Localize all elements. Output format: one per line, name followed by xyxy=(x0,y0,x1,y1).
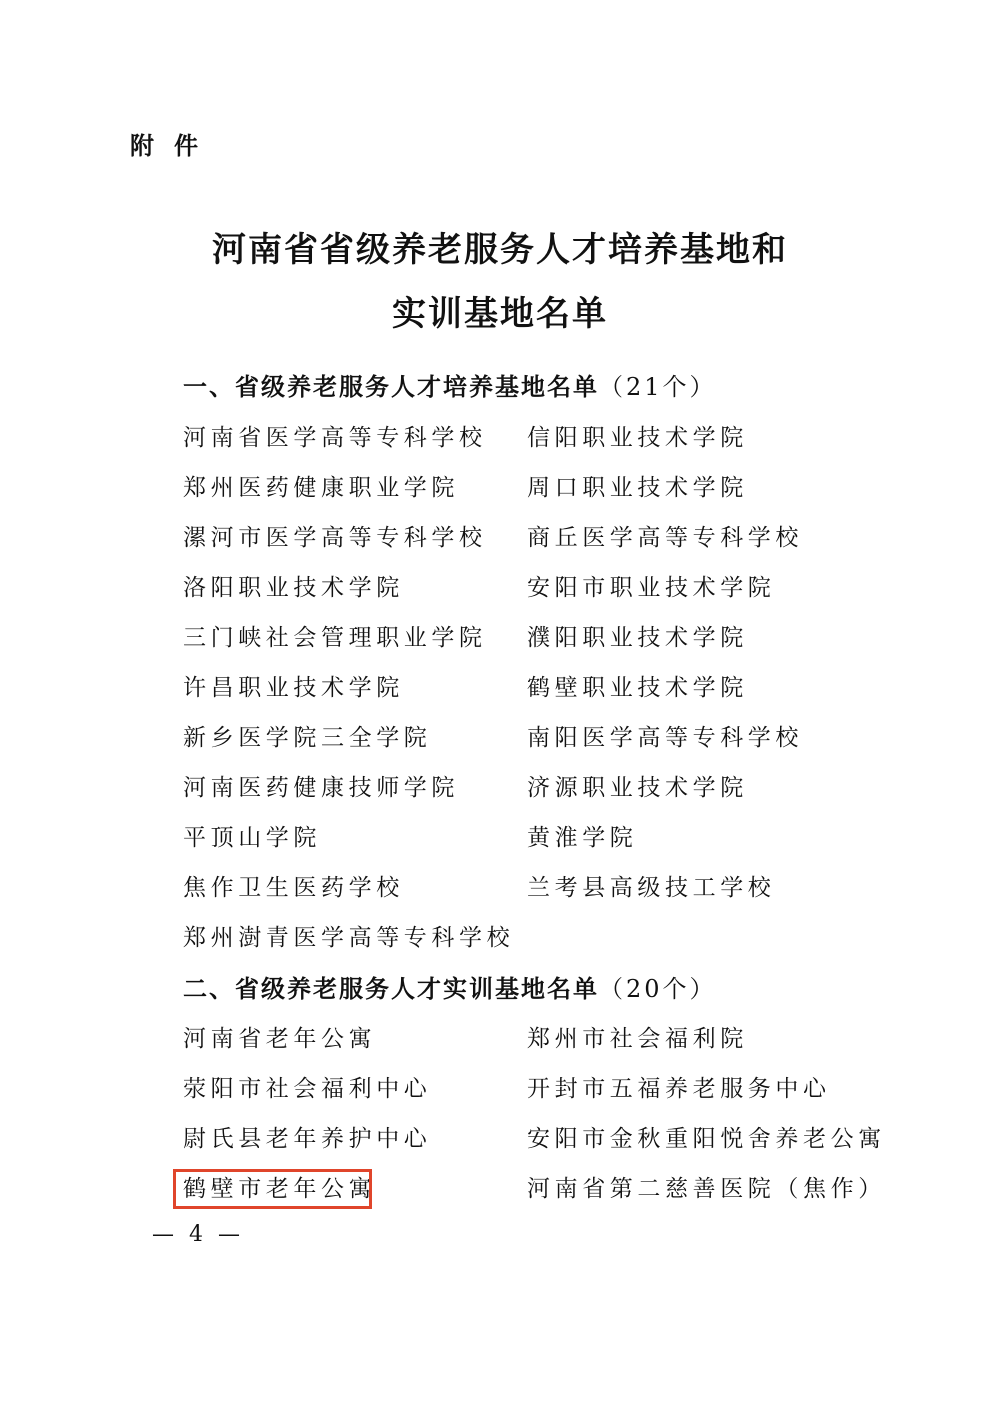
list-item-highlighted: 鹤壁市老年公寓 xyxy=(183,1176,377,1202)
list-item: 许昌职业技术学院 xyxy=(183,675,404,701)
list-item: 河南省老年公寓 xyxy=(183,1026,377,1052)
list-item: 新乡医学院三全学院 xyxy=(183,725,432,751)
section-count: （21个） xyxy=(599,373,717,401)
list-item: 郑州医药健康职业学院 xyxy=(183,475,459,501)
highlight-box xyxy=(173,1169,372,1209)
list-item: 洛阳职业技术学院 xyxy=(183,575,404,601)
document-title-line-2: 实训基地名单 xyxy=(392,294,608,334)
attachment-label: 附件 xyxy=(130,132,218,160)
list-item: 濮阳职业技术学院 xyxy=(527,625,748,651)
list-item: 荥阳市社会福利中心 xyxy=(183,1076,432,1102)
section-count: （20个） xyxy=(599,975,717,1003)
list-item: 河南省第二慈善医院（焦作） xyxy=(527,1176,886,1202)
list-item: 安阳市金秋重阳悦舍养老公寓 xyxy=(527,1126,886,1152)
list-item: 郑州市社会福利院 xyxy=(527,1026,748,1052)
section-heading-text: 二、省级养老服务人才实训基地名单 xyxy=(183,975,599,1003)
list-item: 河南省医学高等专科学校 xyxy=(183,425,487,451)
list-item: 漯河市医学高等专科学校 xyxy=(183,525,487,551)
document-title-line-1: 河南省省级养老服务人才培养基地和 xyxy=(212,230,788,270)
list-item: 河南医药健康技师学院 xyxy=(183,775,459,801)
list-item: 济源职业技术学院 xyxy=(527,775,748,801)
list-item: 平顶山学院 xyxy=(183,825,321,851)
section-heading-practical-training-bases xyxy=(183,971,717,1007)
list-item: 周口职业技术学院 xyxy=(527,475,748,501)
list-item: 兰考县高级技工学校 xyxy=(527,875,776,901)
list-item: 南阳医学高等专科学校 xyxy=(527,725,803,751)
page-number: — 4 — xyxy=(152,1222,244,1247)
list-item: 黄淮学院 xyxy=(527,825,638,851)
list-item: 开封市五福养老服务中心 xyxy=(527,1076,831,1102)
list-item: 鹤壁职业技术学院 xyxy=(527,675,748,701)
list-item: 信阳职业技术学院 xyxy=(527,425,748,451)
list-item: 商丘医学高等专科学校 xyxy=(527,525,803,551)
list-item: 尉氏县老年养护中心 xyxy=(183,1126,432,1152)
list-item: 安阳市职业技术学院 xyxy=(527,575,776,601)
list-item: 郑州澍青医学高等专科学校 xyxy=(183,925,515,951)
section-heading-training-bases xyxy=(183,369,717,405)
section-heading-text: 一、省级养老服务人才培养基地名单 xyxy=(183,373,599,401)
list-item: 焦作卫生医药学校 xyxy=(183,875,404,901)
list-item: 三门峡社会管理职业学院 xyxy=(183,625,487,651)
